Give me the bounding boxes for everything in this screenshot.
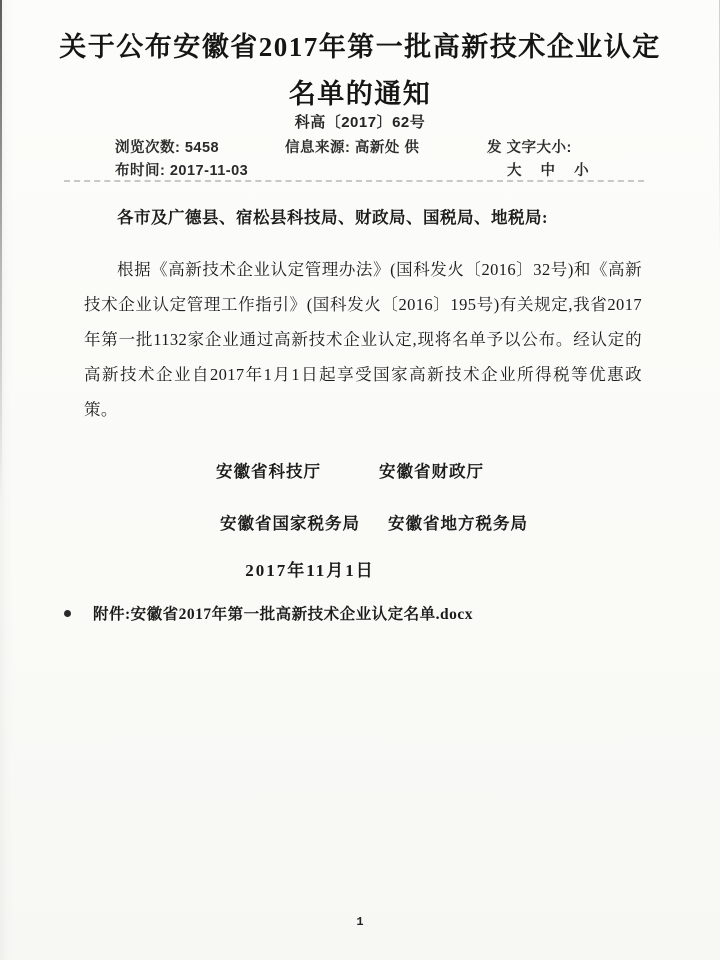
signature-local-tax-bureau: 安徽省地方税务局 <box>388 514 528 533</box>
fontsize-option-medium[interactable]: 中 <box>540 163 556 179</box>
attachment-label: 附件: <box>93 606 131 623</box>
meta-info-source: 信息来源: 高新处 供 <box>285 140 420 156</box>
bullet-icon <box>64 610 71 617</box>
signature-row-1 <box>0 458 710 482</box>
signature-national-tax-bureau: 安徽省国家税务局 <box>220 514 360 533</box>
page-number: 1 <box>356 915 364 929</box>
meta-publish-time: 布时间: 2017-11-03 <box>115 163 249 179</box>
attachment-row <box>64 602 680 624</box>
dashed-divider <box>64 180 644 182</box>
page-title-line2: 名单的通知 <box>288 79 432 109</box>
page-title-line1: 关于公布安徽省2017年第一批高新技术企业认定 <box>59 32 661 62</box>
meta-view-count: 浏览次数: 5458 <box>115 140 220 156</box>
page-title <box>40 24 680 118</box>
issue-date: 2017年11月1日 <box>245 561 375 580</box>
signature-science-dept: 安徽省科技厅 <box>216 462 321 481</box>
signature-row-2 <box>14 510 720 534</box>
signature-finance-dept: 安徽省财政厅 <box>379 462 484 481</box>
salutation: 各市及广德县、宿松县科技局、财政局、国税局、地税局: <box>117 208 548 227</box>
doc-number: 科高〔2017〕62号 <box>294 114 426 131</box>
fontsize-option-large[interactable]: 大 <box>507 163 522 179</box>
meta-fontsize-label: 发 文字大小: <box>487 140 572 156</box>
scan-edge-artifact-left <box>0 0 2 500</box>
body-paragraph: 根据《高新技术企业认定管理办法》(国科发火〔2016〕32号)和《高新技术企业认定管理工作指引》(国科发火〔2016〕195号)有关规定,我省2017年第一批1132家企业通过高新技术企业认定,现将名单予以公布。经认定的高新技术企业自2017年1月1日起享受国家高新技术企业所得税等优惠政策。 <box>84 260 642 419</box>
attachment-link[interactable]: 安徽省2017年第一批高新技术企业认定名单.docx <box>130 606 474 623</box>
fontsize-option-small[interactable]: 小 <box>574 163 590 179</box>
meta-fontsize-options <box>507 159 603 180</box>
